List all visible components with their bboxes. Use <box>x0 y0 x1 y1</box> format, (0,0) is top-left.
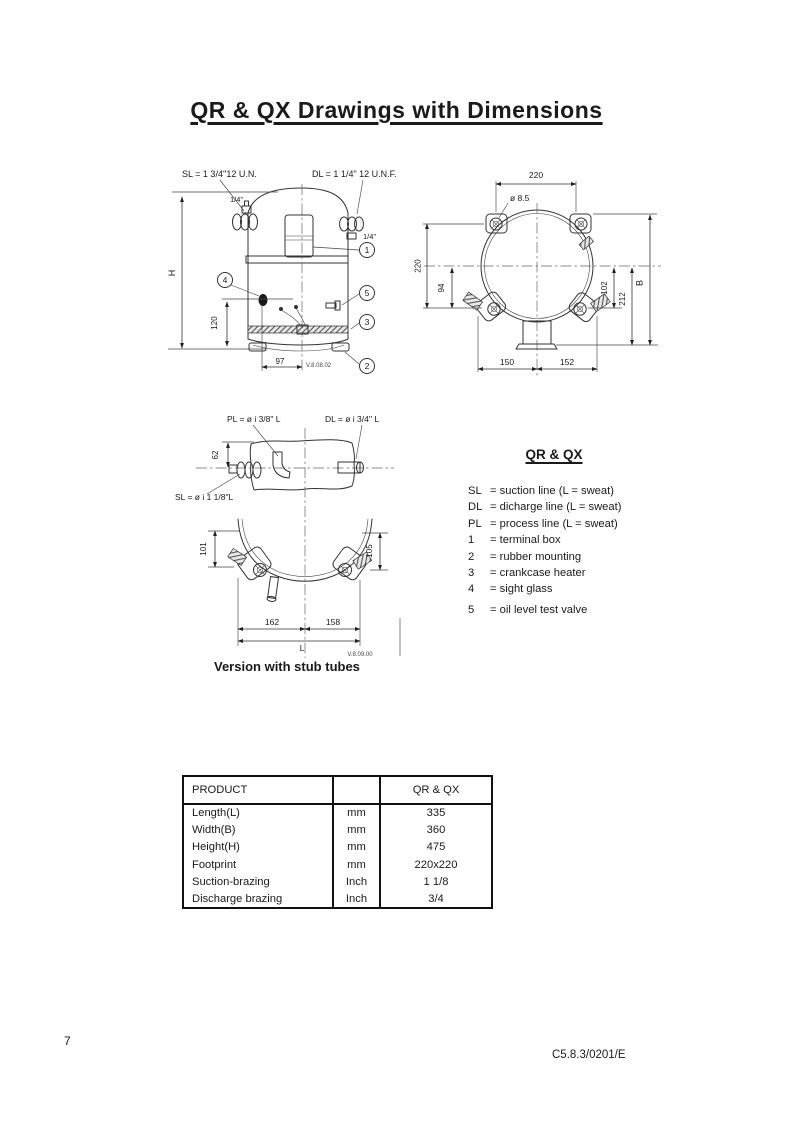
dim-212-label: 212 <box>618 292 627 306</box>
page-number: 7 <box>64 1034 71 1048</box>
cell-unit: mm <box>333 856 380 873</box>
legend-item-4: 4 = sight glass <box>468 583 553 596</box>
cell-product: Footprint <box>183 856 333 873</box>
dim-97-label: 97 <box>275 357 285 366</box>
fitting-bottom-right <box>591 294 611 312</box>
quarter-inch-label-left: 1/4'' <box>230 195 244 204</box>
callout-4-sight-glass <box>218 273 233 288</box>
svg-text:4: 4 <box>222 275 228 285</box>
dim-l-label: L <box>299 644 305 653</box>
stub-view-caption: Version with stub tubes <box>214 659 360 674</box>
dim-150-label: 150 <box>499 357 515 367</box>
header-model: QR & QX <box>412 784 460 796</box>
callout-3-crankcase-heater <box>360 315 375 330</box>
fitting-bottom-left <box>463 292 483 310</box>
quarter-inch-label-right: 1/4'' <box>363 232 377 241</box>
dim-220-left-label: 220 <box>413 259 423 273</box>
table-row <box>183 804 492 821</box>
callout-5-oil-valve <box>360 286 375 301</box>
cell-value: 360 <box>426 824 446 837</box>
callout-2-rubber-mounting <box>360 359 375 374</box>
page-title: QR & QX Drawings with Dimensions <box>190 97 603 123</box>
legend-item-1: 1 = terminal box <box>468 534 561 547</box>
svg-text:3: 3 <box>364 317 370 327</box>
shell-upper-stub-view <box>196 428 394 658</box>
cell-value: 220x220 <box>414 858 458 871</box>
process-line-label: PL = ø i 3/8" L <box>227 414 281 424</box>
legend-item-5: 5 = oil level test valve <box>468 603 588 616</box>
cell-unit: mm <box>333 821 380 838</box>
discharge-stub-fitting <box>338 462 364 473</box>
dim-162-label: 162 <box>264 617 280 627</box>
dim-120-label: 120 <box>210 316 219 330</box>
dim-h-label: H <box>167 269 177 277</box>
cell-product: Width(B) <box>183 821 333 838</box>
down-stub-tube <box>267 576 279 602</box>
dim-94-label: 94 <box>437 283 446 293</box>
spec-table-header-row <box>183 776 492 804</box>
dim-158-label: 158 <box>325 617 341 627</box>
crankcase-heater <box>248 305 348 334</box>
header-unit <box>333 776 380 804</box>
table-row <box>183 874 492 891</box>
dim-62-label: 62 <box>211 450 220 460</box>
sight-glass <box>259 294 268 306</box>
stub-tubes-drawing <box>170 405 410 660</box>
cell-value: 3/4 <box>428 893 444 906</box>
suction-stub-fitting <box>229 462 261 478</box>
cell-product: Discharge brazing <box>183 891 333 908</box>
legend-title: QR & QX <box>525 447 583 462</box>
top-view-drawing <box>415 160 665 385</box>
rubber-foot-right <box>332 343 349 351</box>
header-product: PRODUCT <box>183 776 333 804</box>
svg-text:5: 5 <box>364 288 370 298</box>
discharge-line-label-stub: DL = ø i 3/4'' L <box>325 414 380 424</box>
document-reference: C5.8.3/0201/E <box>552 1049 626 1061</box>
cell-unit: Inch <box>333 891 380 908</box>
cell-unit: mm <box>333 804 380 821</box>
suction-line-label-stub: SL = ø i 1 1/8"L <box>175 492 234 502</box>
drawing-version-front: V.8.08.02 <box>306 363 332 369</box>
legend-item-3: 3 = crankcase heater <box>468 567 586 580</box>
dim-b-label: B <box>634 279 645 287</box>
dim-101-label: 101 <box>199 542 208 556</box>
dim-102-label: 102 <box>600 281 609 295</box>
callout-1-terminal-box <box>360 243 375 258</box>
legend-item-dl: DL = dicharge line (L = sweat) <box>468 501 622 514</box>
hole-diameter-label: ø 8.5 <box>510 193 530 203</box>
compressor-shell-front <box>246 184 349 373</box>
discharge-line-label: DL = 1 1/4" 12 U.N.F. <box>312 169 397 179</box>
svg-text:2: 2 <box>364 361 370 371</box>
table-row <box>183 856 492 873</box>
rubber-foot-left <box>249 343 266 351</box>
mounting-lug-bottom-left <box>463 290 508 323</box>
dim-105-label: 105 <box>365 544 374 558</box>
compressor-shell-top <box>424 203 661 377</box>
mounting-lug-top-left <box>486 214 507 233</box>
cell-value: 335 <box>426 807 446 820</box>
legend-panel <box>468 447 668 618</box>
suction-fitting <box>233 201 258 230</box>
drawing-version-stub: V.8.09.00 <box>347 652 373 658</box>
svg-text:1: 1 <box>364 245 370 255</box>
discharge-fitting <box>340 217 364 239</box>
process-line-elbow <box>273 452 290 478</box>
cell-value: 1 1/8 <box>423 876 449 889</box>
legend-item-sl: SL = suction line (L = sweat) <box>468 485 614 497</box>
cell-product: Height(H) <box>183 839 333 856</box>
table-row <box>183 839 492 856</box>
cell-value: 475 <box>426 841 446 854</box>
dim-220-top-label: 220 <box>528 170 544 180</box>
discharge-stub-top-view <box>516 321 557 349</box>
oil-level-valve <box>326 301 340 310</box>
table-row <box>183 821 492 838</box>
front-view-drawing <box>160 160 420 385</box>
cell-unit: Inch <box>333 874 380 891</box>
dim-152-label: 152 <box>559 357 575 367</box>
cell-unit: mm <box>333 839 380 856</box>
legend-item-2: 2 = rubber mounting <box>468 550 582 563</box>
spec-table <box>182 775 493 909</box>
cell-product: Suction-brazing <box>183 874 333 891</box>
cell-product: Length(L) <box>183 804 333 821</box>
mounting-lug-bottom-right <box>567 291 610 324</box>
table-row <box>183 891 492 908</box>
suction-line-label: SL = 1 3/4''12 U.N. <box>182 169 257 179</box>
legend-item-pl: PL = process line (L = sweat) <box>468 517 618 530</box>
